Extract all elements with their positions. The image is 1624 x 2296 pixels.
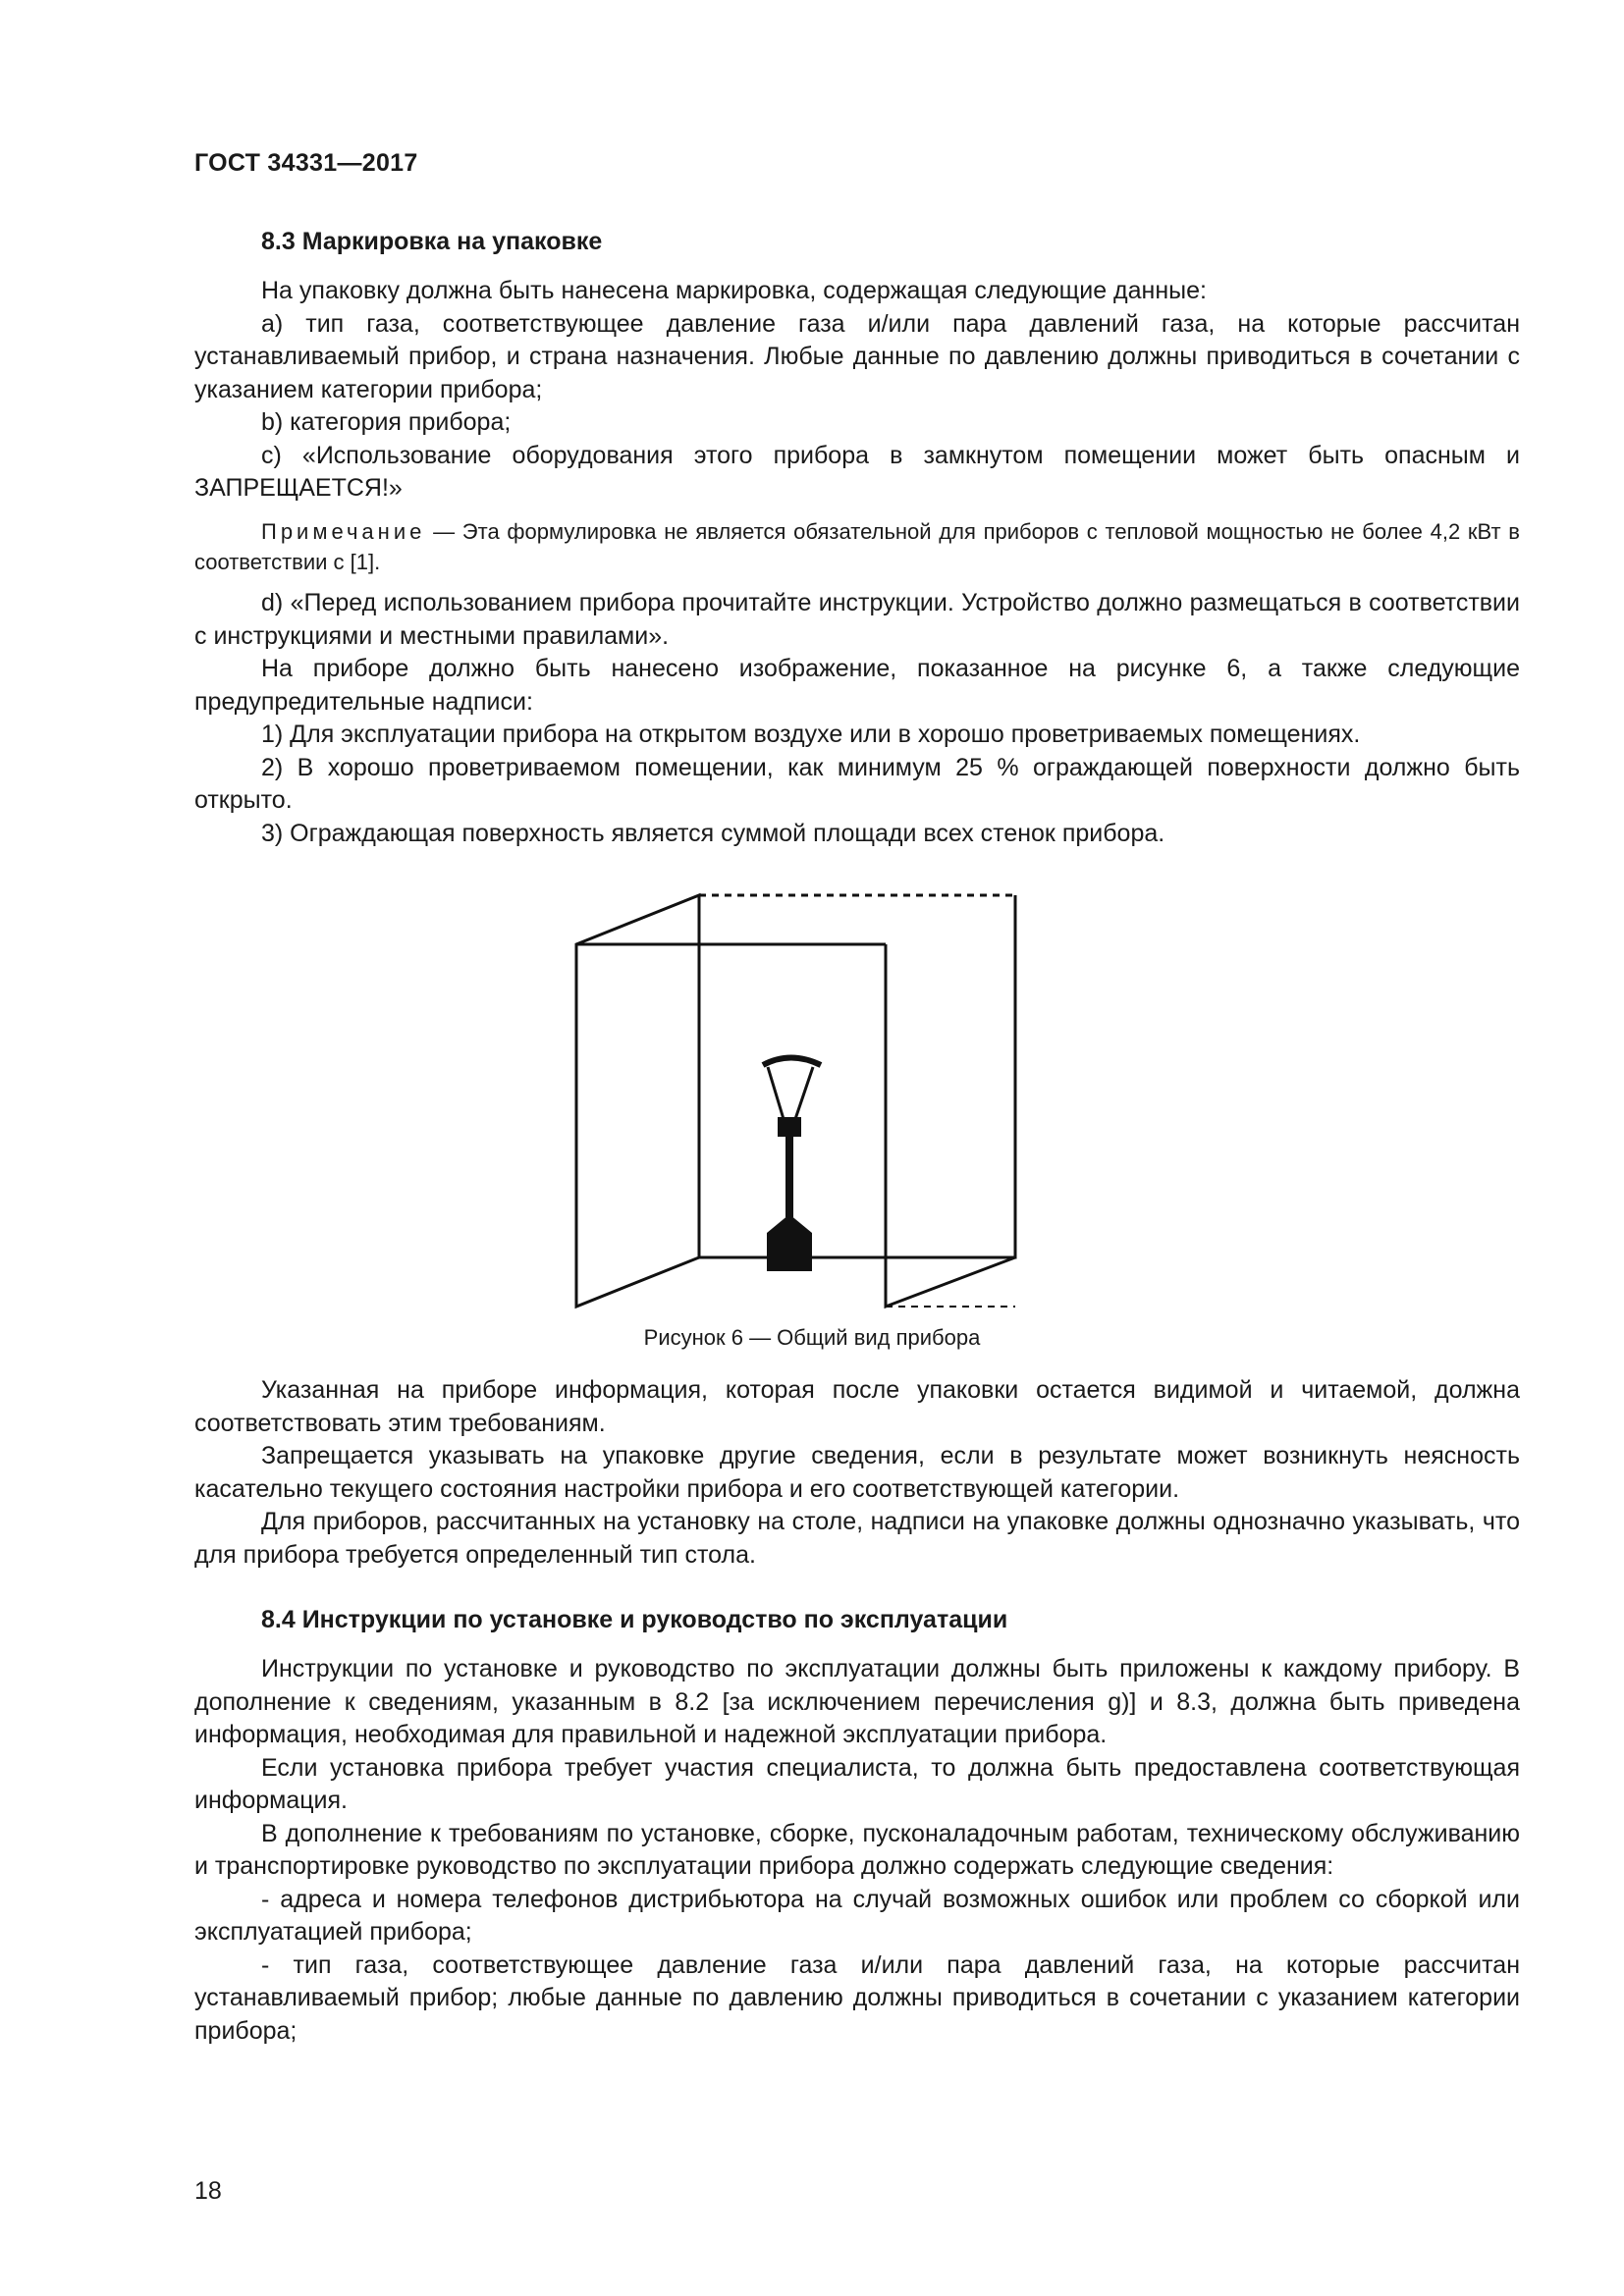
- note-label: Примечание: [261, 519, 426, 544]
- after-figure-para-2: Запрещается указывать на упаковке другие сведения, если в результате может возникнуть неясность касательно текущего состояния настройки прибора и его соответствующей категории.: [194, 1442, 1520, 1503]
- warning-3: 3) Ограждающая поверхность является суммой площади всех стенок прибора.: [261, 819, 1165, 847]
- section-8-4-para-1: Инструкции по установке и руководство по эксплуатации должны быть приложены к каждому прибору. В дополнение к сведениям, указанным в 8.2 [за исключением перечисления g)] и 8.3, должна быть приведена информация, необходимая для правильной и надежной эксплуатации прибора.: [194, 1655, 1520, 1748]
- note-paragraph: [194, 516, 1520, 577]
- box-dashed-edges: [699, 895, 1015, 1307]
- note: [194, 516, 1520, 577]
- section-8-4-title: 8.4 Инструкции по установке и руководство по эксплуатации: [261, 1606, 1008, 1633]
- heater-icon: [763, 1058, 821, 1272]
- section-8-3-title: 8.3 Маркировка на упаковке: [261, 228, 603, 255]
- section-8-3-body: [194, 275, 1520, 506]
- after-figure-body: [194, 1374, 1520, 1572]
- section-8-3-item-d: d) «Перед использованием прибора прочитайте инструкции. Устройство должно размещаться в соответствии с инструкциями и местными правилами».: [194, 589, 1520, 650]
- section-8-3-item-b: b) категория прибора;: [261, 408, 512, 436]
- note-text: — Эта формулировка не является обязательной для приборов с тепловой мощностью не более 4,2 кВт в соответствии с [1].: [194, 519, 1520, 574]
- section-8-4-body: [194, 1653, 1520, 2048]
- after-figure-para-3: Для приборов, рассчитанных на установку на столе, надписи на упаковке должны однозначно указывать, что для прибора требуется определенный тип стола.: [194, 1508, 1520, 1569]
- box-left-panel: [576, 895, 699, 1307]
- section-8-4-para-2: Если установка прибора требует участия специалиста, то должна быть предоставлена соответствующая информация.: [194, 1753, 1520, 1814]
- figure-6-caption: Рисунок 6 — Общий вид прибора: [643, 1325, 981, 1350]
- warning-2: 2) В хорошо проветриваемом помещении, как минимум 25 % ограждающей поверхности должно быть открыто.: [194, 753, 1520, 814]
- warning-1: 1) Для эксплуатации прибора на открытом воздухе или в хорошо проветриваемых помещениях.: [261, 721, 1361, 748]
- section-8-3-image-paragraph: На приборе должно быть нанесено изображение, показанное на рисунке 6, а также следующие предупредительные надписи:: [194, 655, 1520, 716]
- figure-6-drawing: [550, 874, 1159, 1315]
- section-8-3-intro: На упаковку должна быть нанесена маркировка, содержащая следующие данные:: [261, 277, 1207, 304]
- document-header: ГОСТ 34331—2017: [194, 149, 418, 177]
- box-right-panel: [886, 895, 1015, 1307]
- box-back-panel: [699, 895, 1015, 1257]
- page-number: 18: [194, 2177, 222, 2205]
- after-figure-para-1: Указанная на приборе информация, которая после упаковки остается видимой и читаемой, должна соответствовать этим требованиям.: [194, 1376, 1520, 1437]
- section-8-4-para-3: В дополнение к требованиям по установке, сборке, пусконаладочным работам, техническому обслуживанию и транспортировке руководство по эксплуатации прибора должно содержать следующие сведения:: [194, 1819, 1520, 1880]
- section-8-3-item-c: c) «Использование оборудования этого прибора в замкнутом помещении может быть опасным и ЗАПРЕЩАЕТСЯ!»: [194, 441, 1520, 502]
- section-8-4-bullet-2: - тип газа, соответствующее давление газа и/или пара давлений газа, на которые рассчитан устанавливаемый прибор; любые данные по давлению должны приводиться в сочетании с указанием категории прибора;: [194, 1950, 1520, 2045]
- section-8-3-item-a: a) тип газа, соответствующее давление газа и/или пара давлений газа, на которые рассчитан устанавливаемый прибор, и страна назначения. Любые данные по давлению должны приводиться в сочетании с указанием категории прибора;: [194, 309, 1520, 403]
- section-8-4-bullet-1: - адреса и номера телефонов дистрибьютора на случай возможных ошибок или проблем со сборкой или эксплуатацией прибора;: [194, 1885, 1520, 1946]
- section-8-3-body-2: [194, 587, 1520, 850]
